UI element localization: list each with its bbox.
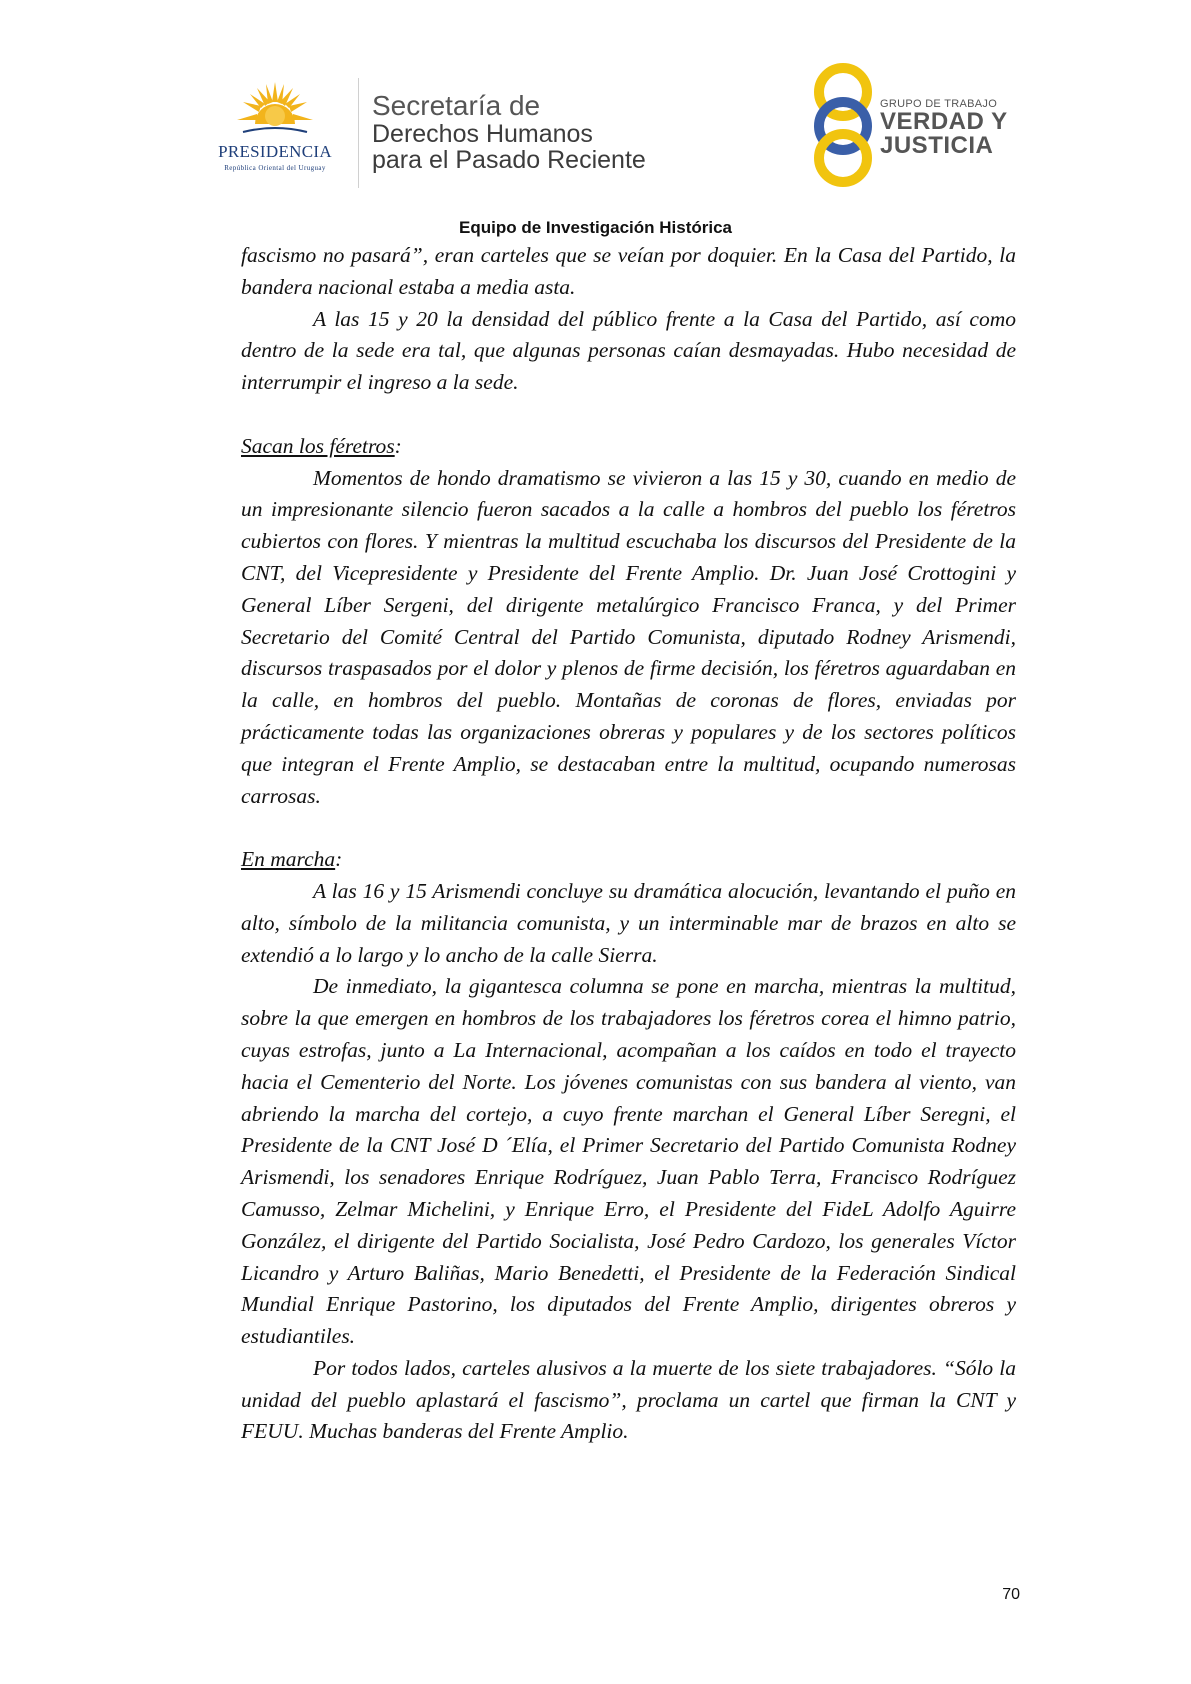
section-heading: En marcha: bbox=[241, 847, 343, 872]
page-number: 70 bbox=[1002, 1586, 1020, 1603]
verdad-justicia-text bbox=[880, 98, 1008, 158]
document-body bbox=[241, 240, 1016, 1448]
paragraph: A las 16 y 15 Arismendi concluye su dramática alocución, levantando el puño en alto, símbolo de la militancia comunista, y un interminable mar de brazos en alto se extendió a lo largo y lo ancho de la calle Sierra. bbox=[241, 878, 1016, 967]
paragraph: De inmediato, la gigantesca columna se pone en marcha, mientras la multitud, sobre la que emergen en hombros de los trabajadores los féretros corea el himno patrio, cuyas estrofas, junto a La Internacional, acompañan a los caídos en todo el trayecto hacia el Cementerio del Norte. Los jóvenes comunistas con sus bandera al viento, van abriendo la marcha del cortejo, a cuyo frente marchan el General Líber Seregni, el Presidente de la CNT José D ´Elía, el Primer Secretario del Partido Comunista Rodney Arismendi, los senadores Enrique Rodríguez, Juan Pablo Terra, Francisco Rodríguez Camusso, Zelmar Michelini, y Enrique Erro, el Presidente del FideL Adolfo Aguirre González, el dirigente del Partido Socialista, José Pedro Cardozo, los generales Víctor Licandro y Arturo Baliñas, Mario Benedetti, el Presidente de la Federación Sindical Mundial Enrique Pastorino, los diputados del Frente Amplio, dirigentes obreros y estudiantiles. bbox=[241, 974, 1016, 1349]
secretaria-line3: para el Pasado Reciente bbox=[372, 146, 646, 174]
paragraph: Momentos de hondo dramatismo se vivieron a las 15 y 30, cuando en medio de un impresionante silencio fueron sacados a la calle a hombros del pueblo los féretros cubiertos con flores. Y mientras la multitud escuchaba los discursos del Presidente de la CNT, del Vicepresidente y Presidente del Frente Amplio. Dr. Juan José Crottogini y General Líber Sergeni, del dirigente metalúrgico Francisco Franca, y del Primer Secretario del Comité Central del Partido Comunista, diputado Rodney Arismendi, discursos traspasados por el dolor y plenos de firme decisión, los féretros aguardaban en la calle, en hombros del pueblo. Montañas de coronas de flores, enviadas por prácticamente todas las organizaciones obreras y populares y de los sectores políticos que integran el Frente Amplio, se destacaban entre la multitud, ocupando numerosas carrosas. bbox=[241, 465, 1016, 808]
secretaria-line1: Secretaría de bbox=[372, 90, 541, 121]
gtvj-line1: GRUPO DE TRABAJO bbox=[880, 98, 998, 110]
spacer bbox=[241, 812, 1016, 844]
paragraph: fascismo no pasará”, eran carteles que se veían por doquier. En la Casa del Partido, la bandera nacional estaba a media asta. bbox=[241, 243, 1016, 299]
presidencia-subtitle: República Oriental del Uruguay bbox=[224, 164, 326, 172]
section-heading-text: En marcha bbox=[241, 847, 336, 872]
presidencia-title: PRESIDENCIA bbox=[218, 142, 332, 161]
secretaria-logo-text bbox=[372, 90, 646, 173]
header-divider bbox=[358, 78, 359, 188]
section-heading-text: Sacan los féretros bbox=[241, 433, 395, 458]
section-heading: Sacan los féretros: bbox=[241, 433, 402, 458]
gtvj-line3: JUSTICIA bbox=[880, 132, 994, 159]
page-header bbox=[0, 0, 1191, 215]
gtvj-line2: VERDAD Y bbox=[880, 108, 1008, 135]
secretaria-line2: Derechos Humanos bbox=[372, 120, 593, 148]
spacer bbox=[241, 399, 1016, 431]
team-title: Equipo de Investigación Histórica bbox=[459, 218, 732, 237]
presidencia-logo bbox=[195, 80, 355, 180]
paragraph: A las 15 y 20 la densidad del público frente a la Casa del Partido, así como dentro de la sede era tal, que algunas personas caían desmayadas. Hubo necesidad de interrumpir el ingreso a la sede. bbox=[241, 306, 1016, 395]
paragraph: Por todos lados, carteles alusivos a la muerte de los siete trabajadores. “Sólo la unidad del pueblo aplastará el fascismo”, proclama un cartel que firman la CNT y FEUU. Muchas banderas del Frente Amplio. bbox=[241, 1355, 1016, 1444]
